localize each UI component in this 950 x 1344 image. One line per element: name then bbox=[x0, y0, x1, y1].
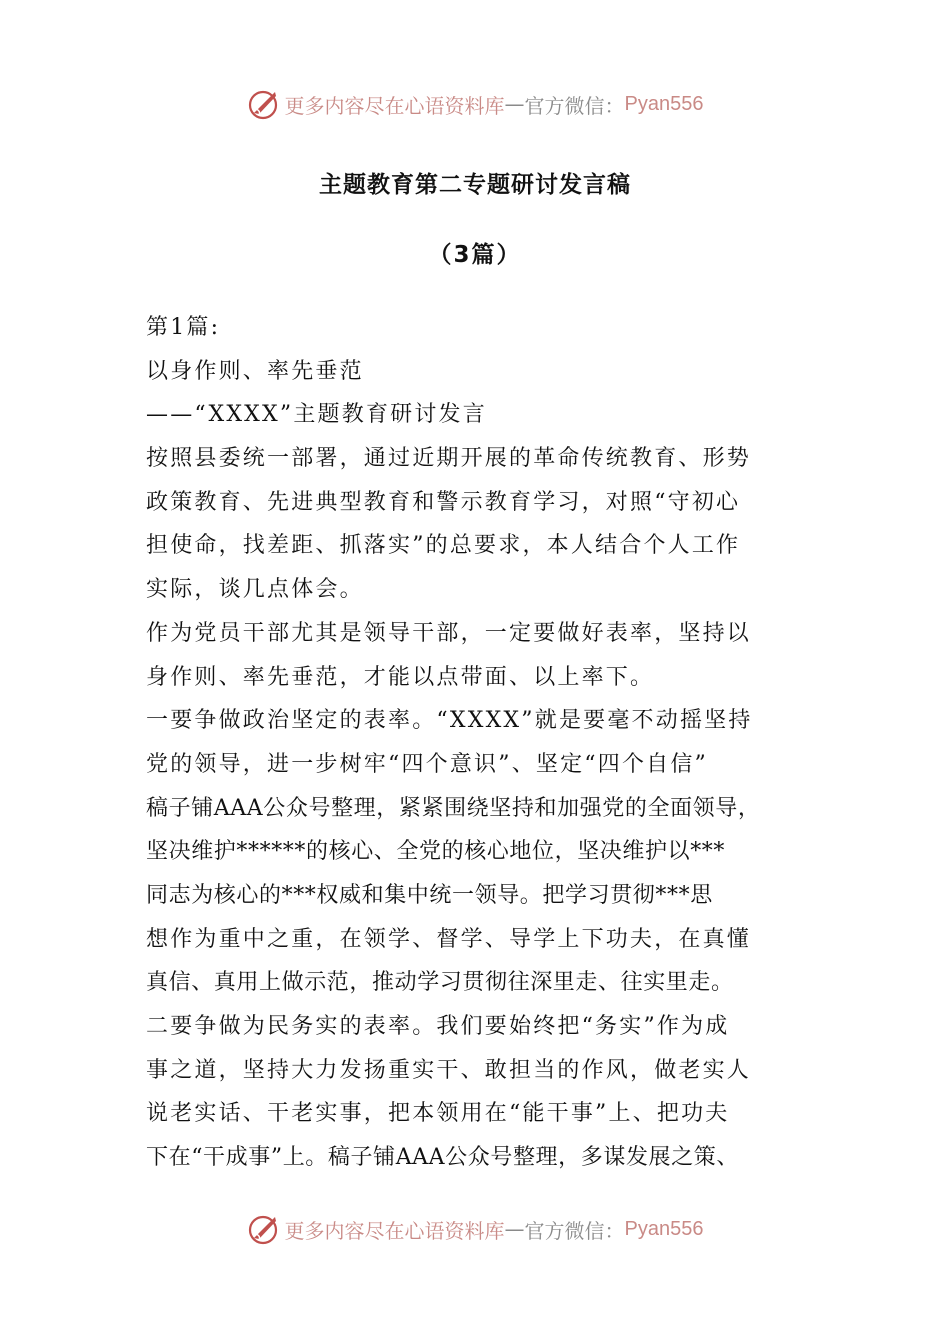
watermark-wechat-id: Pyan556 bbox=[624, 92, 704, 115]
watermark-text: 更多内容尽在心语资料库 bbox=[284, 93, 505, 118]
watermark-text: 更多内容尽在心语资料库 bbox=[284, 1218, 505, 1243]
body-line: 第1篇: bbox=[146, 315, 221, 340]
footer-watermark bbox=[0, 1207, 950, 1251]
body-line: ——“XXXX”主题教育研讨发言 bbox=[146, 402, 487, 428]
document-body bbox=[146, 306, 816, 1180]
body-line: 真信、真用上做示范，推动学习贯彻往深里走、往实里走。 bbox=[146, 970, 734, 996]
watermark-wechat-id: Pyan556 bbox=[624, 1217, 704, 1240]
body-line: 担使命，找差距、抓落实”的总要求，本人结合个人工作 bbox=[146, 533, 741, 559]
body-line: 身作则、率先垂范，才能以点带面、以上率下。 bbox=[146, 664, 655, 690]
document-title: 主题教育第二专题研讨发言稿 bbox=[319, 172, 631, 198]
pen-logo-icon bbox=[247, 87, 281, 121]
body-line: 一要争做政治坚定的表率。“XXXX”就是要毫不动摇坚持 bbox=[146, 708, 753, 734]
body-line: 政策教育、先进典型教育和警示教育学习，对照“守初心 bbox=[146, 489, 741, 515]
watermark-official-label: 官方微信： bbox=[524, 1218, 625, 1243]
body-line: 下在“干成事”上。稿子铺AAA公众号整理，多谋发展之策、 bbox=[146, 1145, 739, 1171]
body-line: 想作为重中之重，在领学、督学、导学上下功夫，在真懂 bbox=[146, 926, 752, 952]
body-line: 作为党员干部尤其是领导干部，一定要做好表率，坚持以 bbox=[146, 620, 752, 646]
body-line: 同志为核心的***权威和集中统一领导。把学习贯彻***思 bbox=[146, 882, 713, 908]
body-line: 说老实话、干老实事，把本领用在“能干事”上、把功夫 bbox=[146, 1101, 730, 1127]
body-line: 二要争做为民务实的表率。我们要始终把“务实”作为成 bbox=[146, 1014, 730, 1039]
watermark-dash: — bbox=[504, 1217, 525, 1241]
watermark-dash: — bbox=[504, 92, 525, 116]
body-line: 党的领导，进一步树牢“四个意识”、坚定“四个自信” bbox=[146, 751, 708, 777]
body-line: 坚决维护******的核心、全党的核心地位，坚决维护以*** bbox=[146, 839, 726, 865]
body-line: 实际，谈几点体会。 bbox=[146, 577, 364, 603]
body-line: 以身作则、率先垂范 bbox=[146, 358, 364, 384]
watermark-official-label: 官方微信： bbox=[524, 93, 625, 118]
pen-logo-icon bbox=[247, 1212, 281, 1246]
body-line: 按照县委统一部署，通过近期开展的革命传统教育、形势 bbox=[146, 446, 752, 472]
body-line: 事之道，坚持大力发扬重实干、敢担当的作风，做老实人 bbox=[146, 1057, 752, 1083]
header-watermark bbox=[0, 82, 950, 126]
body-line: 稿子铺AAA公众号整理，紧紧围绕坚持和加强党的全面领导， bbox=[146, 795, 761, 821]
document-subtitle: （3篇） bbox=[428, 242, 522, 268]
